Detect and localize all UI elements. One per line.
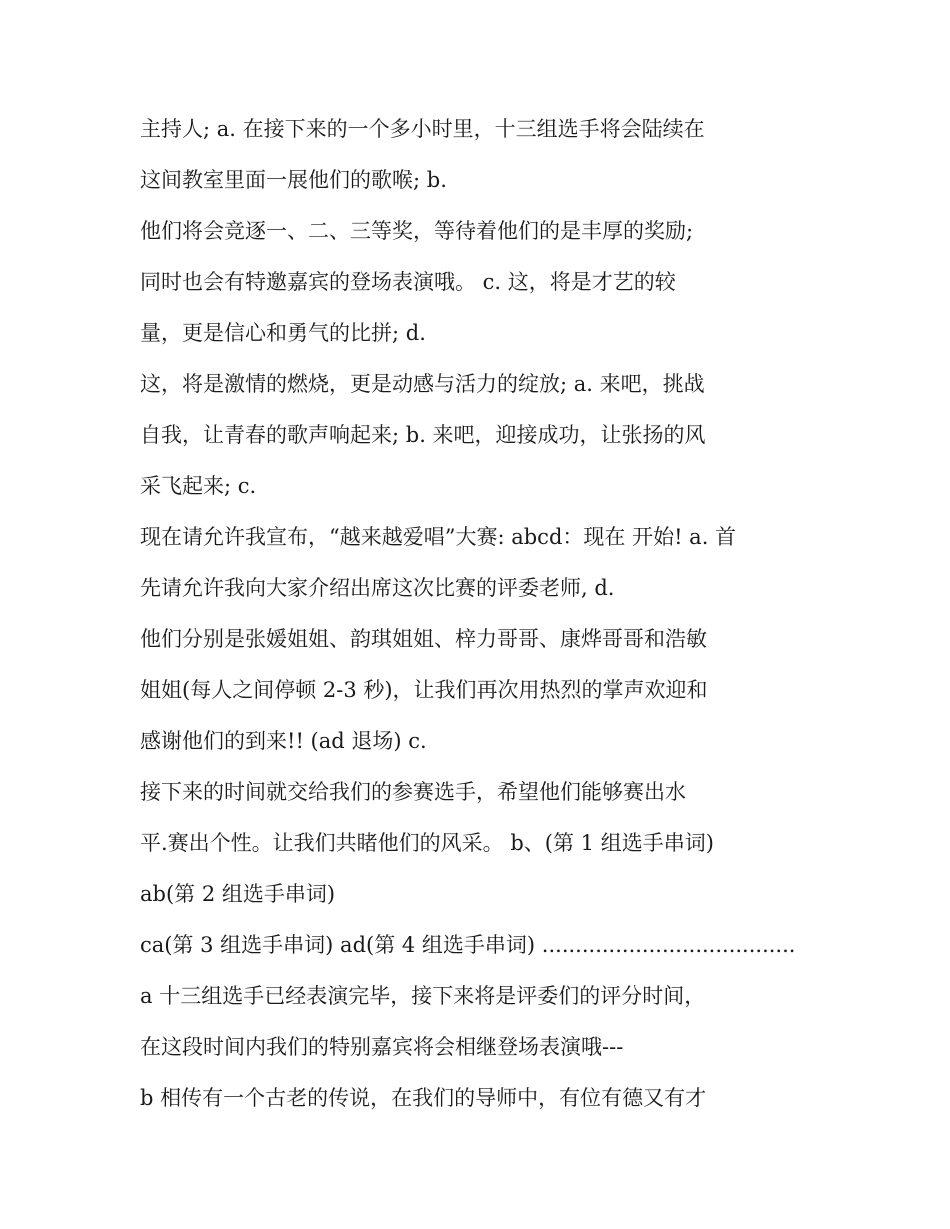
document-body (140, 104, 840, 1124)
text-line: 先请允许我向大家介绍出席这次比赛的评委老师, d. (140, 576, 615, 600)
text-line: 这间教室里面一展他们的歌喉; b. (140, 168, 447, 192)
text-line: 自我，让青春的歌声响起来; b. 来吧，迎接成功，让张扬的风 (140, 423, 706, 447)
text-line: a 十三组选手已经表演完毕，接下来将是评委们的评分时间， (140, 984, 706, 1008)
text-line: 平.赛出个性。让我们共睹他们的风采。 b、(第 1 组选手串词) (140, 831, 714, 855)
text-line: 姐姐(每人之间停顿 2-3 秒)，让我们再次用热烈的掌声欢迎和 (140, 678, 708, 702)
text-line: 现在请允许我宣布，“越来越爱唱”大赛: abcd：现在 开始! a. 首 (140, 525, 737, 549)
text-line: 主持人; a. 在接下来的一个多小时里，十三组选手将会陆续在 (140, 117, 705, 141)
text-line: 量，更是信心和勇气的比拼; d. (140, 321, 426, 345)
text-line: 他们分别是张媛姐姐、韵琪姐姐、梓力哥哥、康烨哥哥和浩敏 (140, 627, 707, 651)
text-line: b 相传有一个古老的传说，在我们的导师中，有位有德又有才 (140, 1086, 707, 1110)
text-line: 同时也会有特邀嘉宾的登场表演哦。 c. 这，将是才艺的较 (140, 270, 676, 294)
text-line: 这，将是激情的燃烧，更是动感与活力的绽放; a. 来吧，挑战 (140, 372, 705, 396)
text-line: ca(第 3 组选手串词) ad(第 4 组选手串词) ...................................... (140, 933, 796, 957)
text-line: 采飞起来; c. (140, 474, 257, 498)
text-line: 接下来的时间就交给我们的参赛选手，希望他们能够赛出水 (140, 780, 686, 804)
text-line: 感谢他们的到来!! (ad 退场) c. (140, 729, 427, 753)
text-line: ab(第 2 组选手串词) (140, 882, 336, 906)
text-line: 在这段时间内我们的特别嘉宾将会相继登场表演哦--- (140, 1035, 624, 1059)
text-line: 他们将会竞逐一、二、三等奖，等待着他们的是丰厚的奖励; (140, 219, 694, 243)
